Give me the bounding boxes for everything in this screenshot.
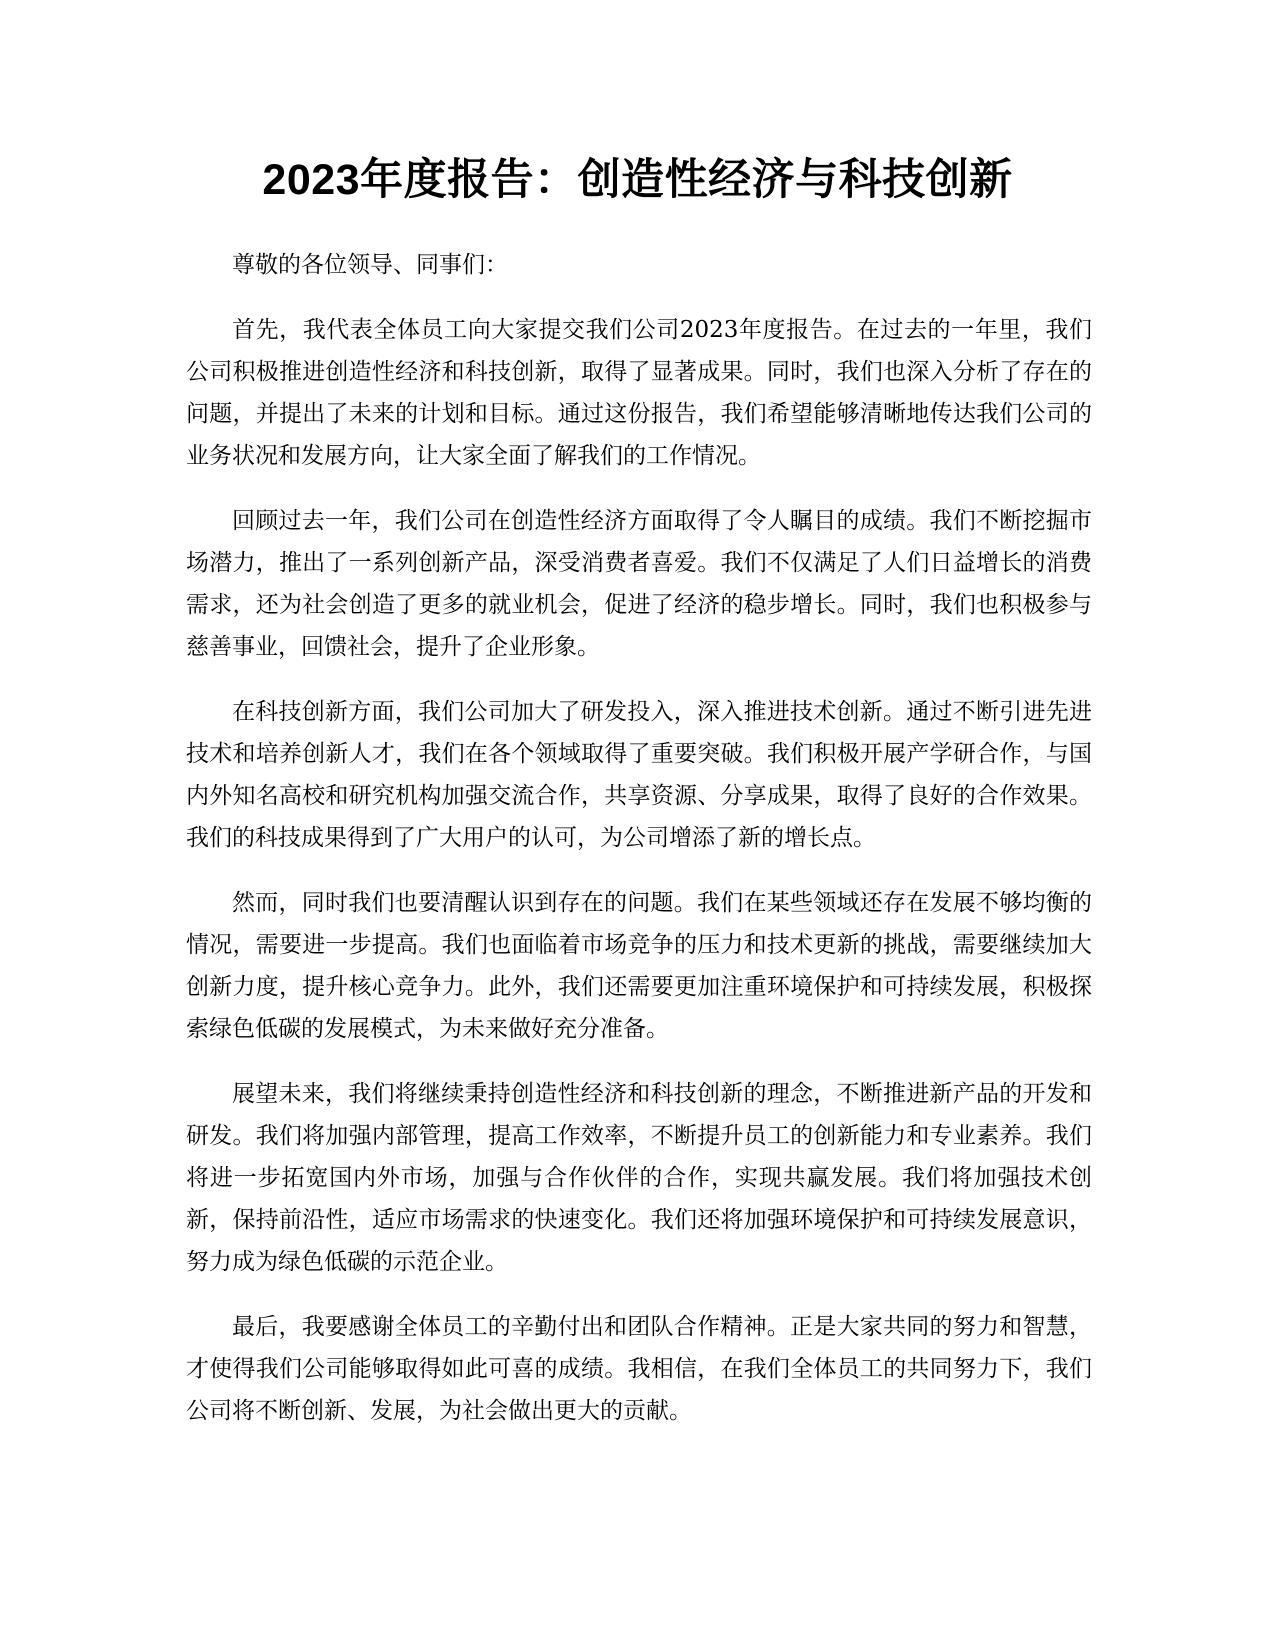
salutation: 尊敬的各位领导、同事们： [232,252,508,278]
document-title: 2023年度报告：创造性经济与科技创新 [262,156,1013,204]
document-body [186,244,1092,1455]
paragraph-problems: 然而，同时我们也要清醒认识到存在的问题。我们在某些领域还存在发展不够均衡的情况，需要进一步提高。我们也面临着市场竞争的压力和技术更新的挑战，需要继续加大创新力度，提升核心竞争力。此外，我们还需要更加注重环境保护和可持续发展，积极探索绿色低碳的发展模式，为未来做好充分准备。 [186,890,1092,1042]
paragraph-outlook: 展望未来，我们将继续秉持创造性经济和科技创新的理念，不断推进新产品的开发和研发。我们将加强内部管理，提高工作效率，不断提升员工的创新能力和专业素养。我们将进一步拓宽国内外市场，加强与合作伙伴的合作，实现共赢发展。我们将加强技术创新，保持前沿性，适应市场需求的快速变化。我们还将加强环境保护和可持续发展意识，努力成为绿色低碳的示范企业。 [186,1081,1092,1275]
paragraph-introduction: 首先，我代表全体员工向大家提交我们公司2023年度报告。在过去的一年里，我们公司积极推进创造性经济和科技创新，取得了显著成果。同时，我们也深入分析了存在的问题，并提出了未来的计划和目标。通过这份报告，我们希望能够清晰地传达我们公司的业务状况和发展方向，让大家全面了解我们的工作情况。 [186,317,1092,469]
paragraph-tech-innovation: 在科技创新方面，我们公司加大了研发投入，深入推进技术创新。通过不断引进先进技术和培养创新人才，我们在各个领域取得了重要突破。我们积极开展产学研合作，与国内外知名高校和研究机构加强交流合作，共享资源、分享成果，取得了良好的合作效果。我们的科技成果得到了广大用户的认可，为公司增添了新的增长点。 [186,699,1092,851]
paragraph-thanks: 最后，我要感谢全体员工的辛勤付出和团队合作精神。正是大家共同的努力和智慧，才使得我们公司能够取得如此可喜的成绩。我相信，在我们全体员工的共同努力下，我们公司将不断创新、发展，为社会做出更大的贡献。 [186,1314,1092,1424]
paragraph-creative-economy: 回顾过去一年，我们公司在创造性经济方面取得了令人瞩目的成绩。我们不断挖掘市场潜力，推出了一系列创新产品，深受消费者喜爱。我们不仅满足了人们日益增长的消费需求，还为社会创造了更多的就业机会，促进了经济的稳步增长。同时，我们也积极参与慈善事业，回馈社会，提升了企业形象。 [186,508,1092,660]
